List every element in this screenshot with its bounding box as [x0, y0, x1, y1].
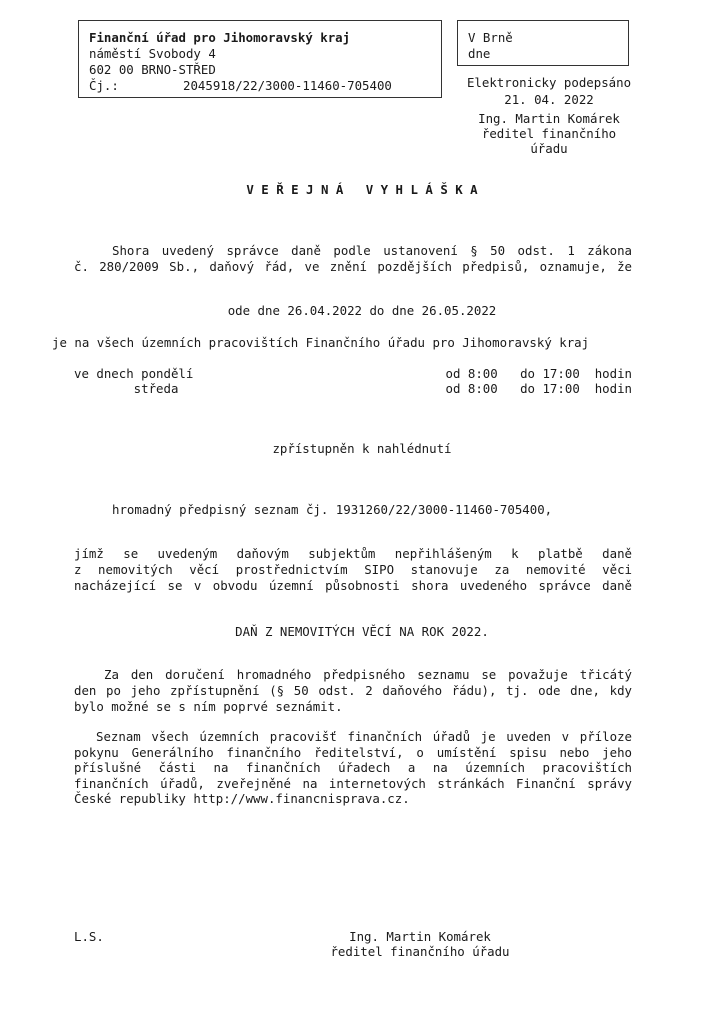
delivery-line-3: bylo možné se s ním poprvé seznámit.	[74, 699, 343, 714]
tax-heading: DAŇ Z NEMOVITÝCH VĚCÍ NA ROK 2022.	[235, 624, 489, 639]
reference-label: Čj.:	[89, 78, 119, 93]
subjects-line-2: z nemovitých věcí prostřednictvím SIPO stanovuje za nemovité věci	[74, 562, 632, 577]
list-info-line-4: finančních úřadů, zveřejněné na internetových stránkách Finanční správy	[74, 776, 632, 791]
intro-line-1: Shora uvedený správce daně podle ustanovení § 50 odst. 1 zákona	[112, 243, 632, 258]
list-info-line-1: Seznam všech územních pracovišť finančních úřadů je uveden v příloze	[96, 729, 632, 744]
seal-placeholder: L.S.	[74, 929, 104, 944]
availability-note: zpřístupněn k nahlédnutí	[272, 441, 452, 456]
e-signature-title-2: úřadu	[530, 141, 568, 156]
office-address-box	[78, 20, 442, 98]
e-signature-note: Elektronicky podepsáno	[466, 75, 632, 90]
place-date-box	[457, 20, 629, 66]
page-title: V E Ř E J N Á V Y H L Á Š K A	[246, 182, 478, 197]
hours-day-1: ve dnech pondělí	[74, 366, 194, 381]
office-street: náměstí Svobody 4	[89, 46, 216, 61]
e-signature-name: Ing. Martin Komárek	[478, 111, 620, 126]
subjects-line-1: jímž se uvedeným daňovým subjektům nepřihlášeným k platbě daně	[74, 546, 632, 561]
place: V Brně	[468, 30, 513, 45]
subjects-line-3: nacházející se v obvodu územní působnosti shora uvedeného správce daně	[74, 578, 632, 593]
intro-line-2: č. 280/2009 Sb., daňový řád, ve znění pozdějších předpisů, oznamuje, že	[74, 259, 632, 274]
e-signature-date: 21. 04. 2022	[504, 92, 594, 107]
location-statement: je na všech územních pracovištích Finančního úřadu pro Jihomoravský kraj	[52, 335, 590, 350]
reference-number: 2045918/22/3000-11460-705400	[183, 78, 392, 93]
list-info-line-2: pokynu Generálního finančního ředitelství, o umístění spisu nebo jeho	[74, 745, 632, 760]
list-info-line-3: příslušné části na finančních úřadech a na územních pracovištích	[74, 760, 632, 775]
delivery-line-2: den po jeho zpřístupnění (§ 50 odst. 2 daňového řádu), tj. ode dne, kdy	[74, 683, 632, 698]
hours-time-2: od 8:00 do 17:00 hodin	[445, 381, 632, 396]
list-reference: hromadný předpisný seznam čj. 1931260/22/3000-11460-705400,	[112, 502, 553, 517]
hours-time-1: od 8:00 do 17:00 hodin	[445, 366, 632, 381]
e-signature-title-1: ředitel finančního	[481, 126, 617, 141]
office-name: Finanční úřad pro Jihomoravský kraj	[89, 30, 351, 45]
office-city: 602 00 BRNO-STŘED	[89, 62, 216, 77]
delivery-line-1: Za den doručení hromadného předpisného seznamu se považuje třicátý	[104, 667, 632, 682]
publication-period: ode dne 26.04.2022 do dne 26.05.2022	[227, 303, 497, 318]
date-label: dne	[468, 46, 491, 61]
list-info-line-5: České republiky http://www.financnisprava.cz.	[74, 791, 410, 806]
hours-day-2: středa	[74, 381, 179, 396]
signatory-name: Ing. Martin Komárek	[349, 929, 491, 944]
signatory-title: ředitel finančního úřadu	[330, 944, 510, 959]
